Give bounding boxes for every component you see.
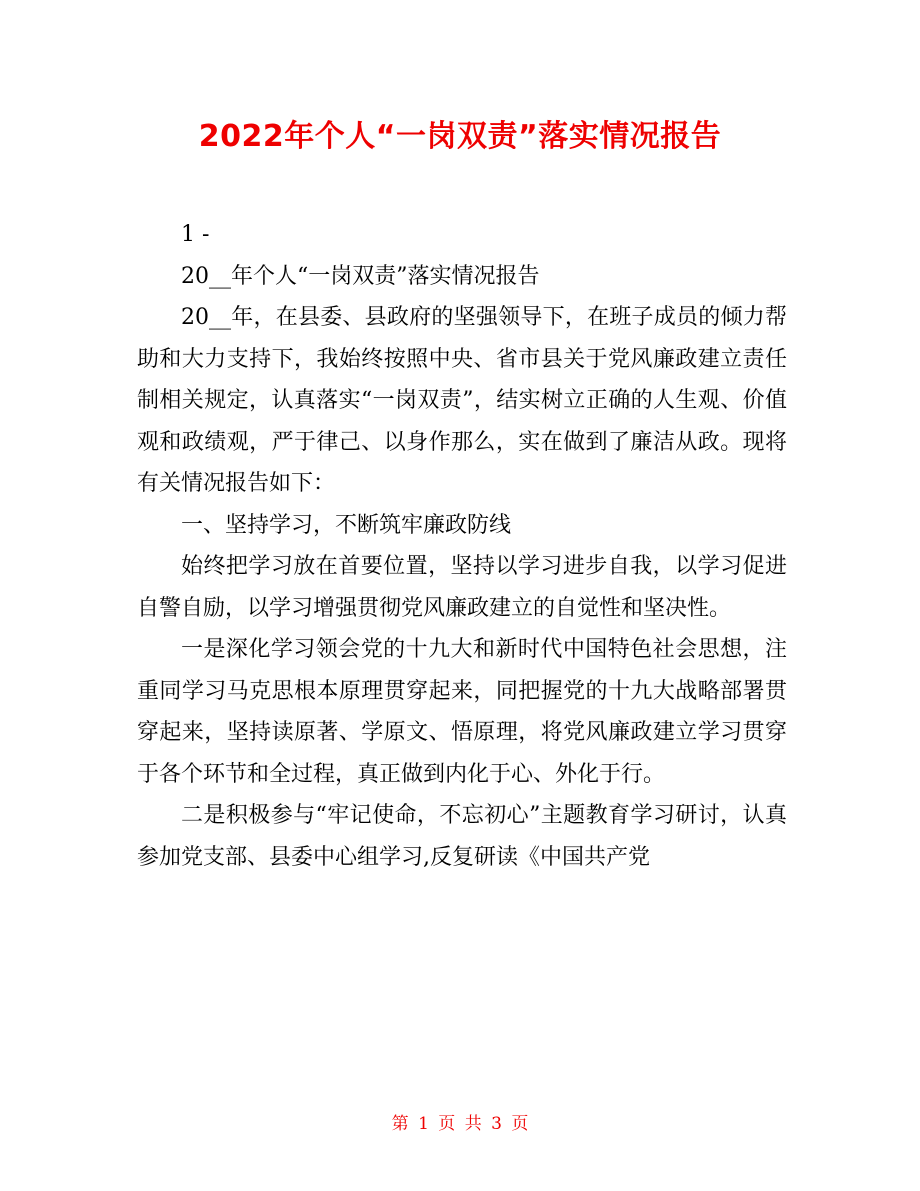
body-paragraph: 二是积极参与“牢记使命，不忘初心”主题教育学习研讨，认真参加党支部、县委中心组学习,反复研读《中国共产党 xyxy=(137,803,787,870)
document-body xyxy=(137,214,787,878)
document-title: 2022年个人“一岗双责”落实情况报告 xyxy=(198,119,722,154)
subtitle-paragraph: 20__年个人“一岗双责”落实情况报告 xyxy=(181,263,540,289)
page-number-line: 1 - xyxy=(181,222,210,247)
page-footer: 第 1 页 共 3 页 xyxy=(391,1114,529,1134)
body-paragraph: 始终把学习放在首要位置，坚持以学习进步自我，以学习促进自警自励，以学习增强贯彻党风廉政建立的自觉性和坚决性。 xyxy=(137,554,787,621)
section-heading: 一、坚持学习，不断筑牢廉政防线 xyxy=(181,512,512,538)
intro-paragraph: 20__年，在县委、县政府的坚强领导下，在班子成员的倾力帮助和大力支持下，我始终按照中央、省市县关于党风廉政建立责任制相关规定，认真落实“一岗双责”，结实树立正确的人生观、价值观和政绩观，严于律己、以身作那么，实在做到了廉洁从政。现将有关情况报告如下： xyxy=(137,305,787,496)
body-paragraph: 一是深化学习领会党的十九大和新时代中国特色社会思想，注重同学习马克思根本原理贯穿起来，同把握党的十九大战略部署贯穿起来，坚持读原著、学原文、悟原理，将党风廉政建立学习贯穿于各个环节和全过程，真正做到内化于心、外化于行。 xyxy=(137,637,787,787)
